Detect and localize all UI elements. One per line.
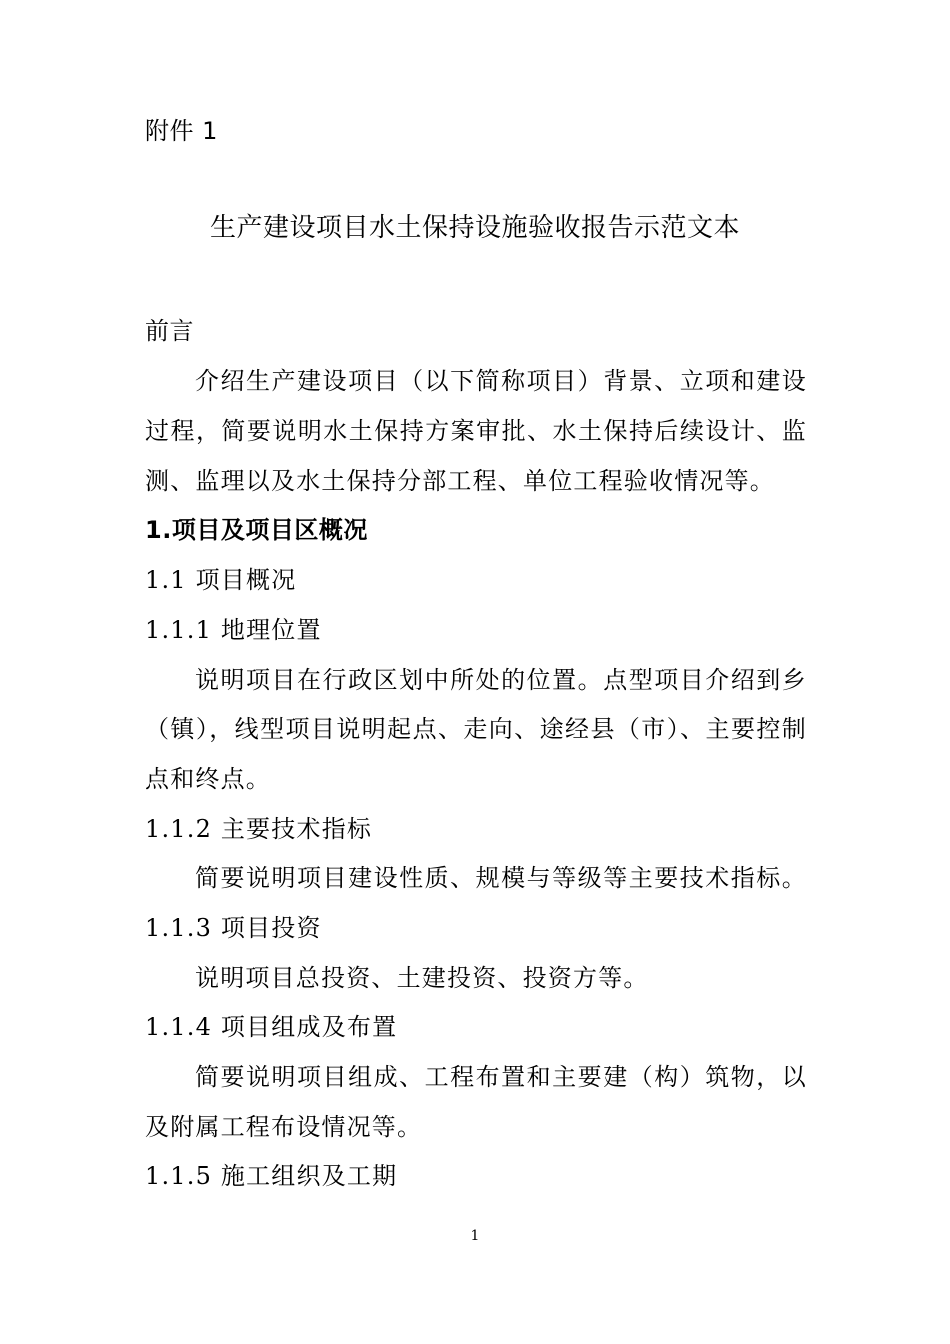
document-title: 生产建设项目水土保持设施验收报告示范文本 [209, 213, 740, 243]
preface-heading: 前言 [145, 317, 194, 345]
location-paragraph-line: 点和终点。 [145, 765, 271, 793]
attachment-label: 附件 1 [145, 117, 218, 145]
section-1-1-4-heading: 1.1.4 项目组成及布置 [145, 1013, 398, 1041]
section-1-heading: 1.项目及项目区概况 [145, 516, 368, 544]
composition-paragraph-line: 及附属工程布设情况等。 [145, 1113, 423, 1141]
composition-paragraph-line: 简要说明项目组成、工程布置和主要建（构）筑物，以 [195, 1063, 807, 1091]
investment-paragraph-line: 说明项目总投资、土建投资、投资方等。 [195, 964, 649, 992]
preface-paragraph-line: 介绍生产建设项目（以下简称项目）背景、立项和建设 [195, 367, 807, 395]
location-paragraph-line: （镇），线型项目说明起点、走向、途经县（市）、主要控制 [145, 715, 807, 743]
section-1-1-2-heading: 1.1.2 主要技术指标 [145, 815, 373, 843]
preface-paragraph-line: 过程，简要说明水土保持方案审批、水土保持后续设计、监 [145, 417, 807, 445]
technical-indicators-paragraph-line: 简要说明项目建设性质、规模与等级等主要技术指标。 [195, 864, 807, 892]
section-1-1-3-heading: 1.1.3 项目投资 [145, 914, 322, 942]
location-paragraph-line: 说明项目在行政区划中所处的位置。点型项目介绍到乡 [195, 666, 807, 694]
section-1-1-5-heading: 1.1.5 施工组织及工期 [145, 1162, 398, 1190]
section-1-1-heading: 1.1 项目概况 [145, 566, 297, 594]
section-1-1-1-heading: 1.1.1 地理位置 [145, 616, 322, 644]
preface-paragraph-line: 测、监理以及水土保持分部工程、单位工程验收情况等。 [145, 467, 775, 495]
page-number: 1 [470, 1228, 480, 1244]
